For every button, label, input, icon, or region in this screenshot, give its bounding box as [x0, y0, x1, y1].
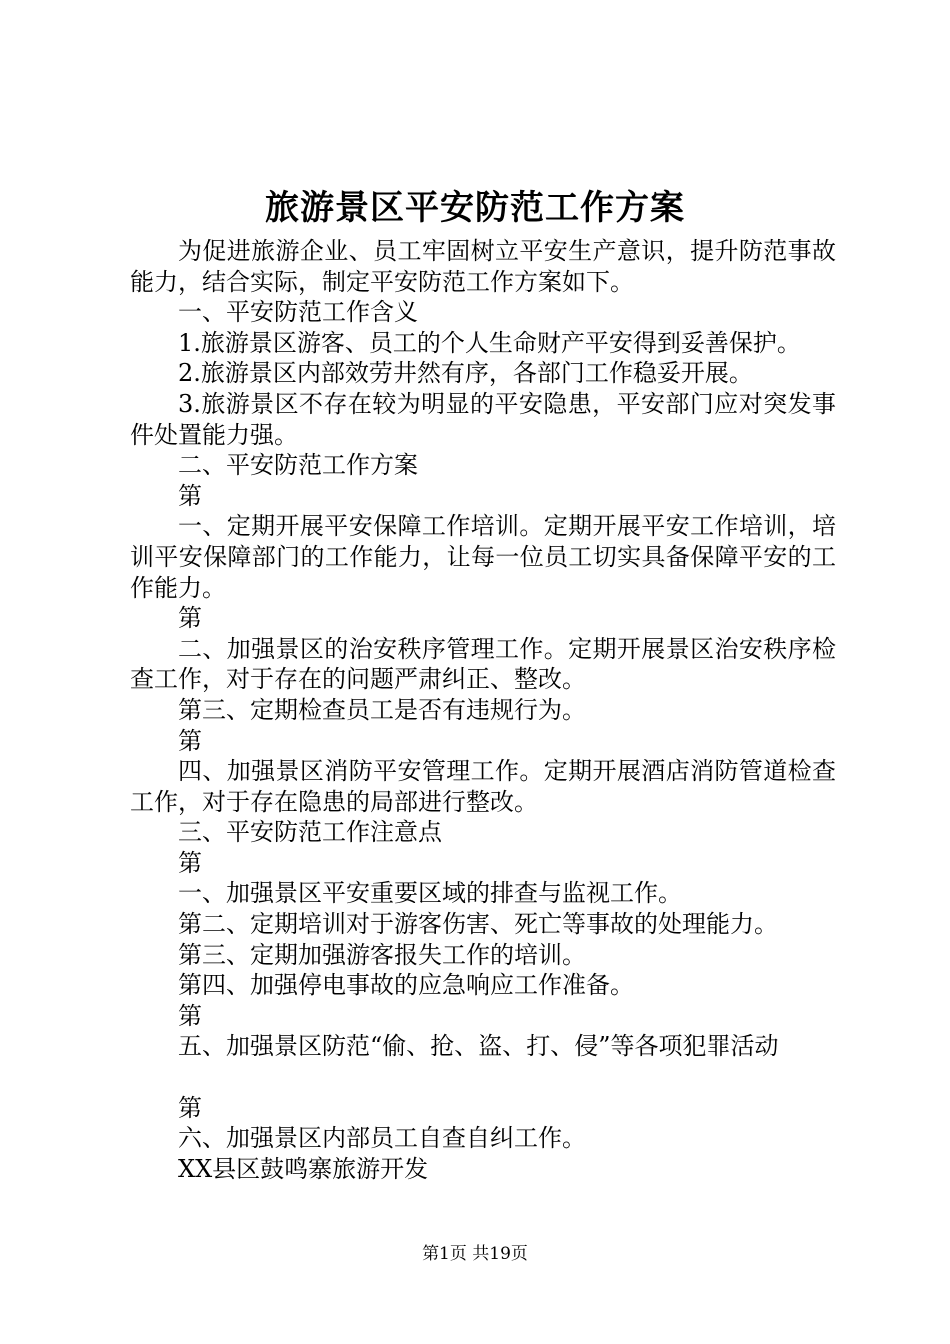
ordinal-prefix: 第	[178, 1001, 202, 1030]
ordinal-prefix: 第	[178, 726, 202, 755]
ordinal-prefix: 第	[178, 1093, 202, 1122]
note-item: 第四、加强停电事故的应急响应工作准备。	[178, 971, 634, 1000]
section-heading-1: 一、平安防范工作含义	[178, 298, 418, 327]
plan-item: 一、定期开展平安保障工作培训。定期开展平安工作培训，培训平安保障部门的工作能力，让每一位员工切实具备保障平安的工作能力。	[130, 512, 836, 602]
ordinal-prefix: 第	[178, 604, 202, 633]
note-item: 第三、定期加强游客报失工作的培训。	[178, 940, 586, 969]
plan-item: 四、加强景区消防平安管理工作。定期开展酒店消防管道检查工作，对于存在隐患的局部进行整改。	[130, 757, 836, 816]
section-heading-2: 二、平安防范工作方案	[178, 451, 418, 480]
document-body	[130, 236, 836, 1184]
plan-item: 二、加强景区的治安秩序管理工作。定期开展景区治安秩序检查工作，对于存在的问题严肃纠正、整改。	[130, 634, 836, 694]
signature-line: XX县区鼓鸣寨旅游开发	[178, 1154, 429, 1183]
ordinal-prefix: 第	[178, 848, 202, 877]
note-item: 五、加强景区防范“偷、抢、盗、打、侵”等各项犯罪活动	[178, 1032, 779, 1061]
blank-line	[130, 1062, 836, 1093]
note-item: 第二、定期培训对于游客伤害、死亡等事故的处理能力。	[178, 910, 778, 939]
plan-item: 第三、定期检查员工是否有违规行为。	[178, 695, 586, 724]
note-item: 六、加强景区内部员工自查自纠工作。	[178, 1124, 586, 1153]
list-item: 1.旅游景区游客、员工的个人生命财产平安得到妥善保护。	[178, 328, 801, 357]
intro-paragraph: 为促进旅游企业、员工牢固树立平安生产意识，提升防范事故能力，结合实际，制定平安防范工作方案如下。	[130, 237, 836, 296]
ordinal-prefix: 第	[178, 481, 202, 510]
list-item: 2.旅游景区内部效劳井然有序，各部门工作稳妥开展。	[178, 359, 753, 388]
section-heading-3: 三、平安防范工作注意点	[178, 818, 442, 847]
note-item: 一、加强景区平安重要区域的排查与监视工作。	[178, 879, 682, 908]
document-title: 旅游景区平安防范工作方案	[265, 188, 685, 228]
page-number: 第1页 共19页	[422, 1244, 528, 1264]
list-item: 3.旅游景区不存在较为明显的平安隐患，平安部门应对突发事件处置能力强。	[130, 389, 836, 449]
